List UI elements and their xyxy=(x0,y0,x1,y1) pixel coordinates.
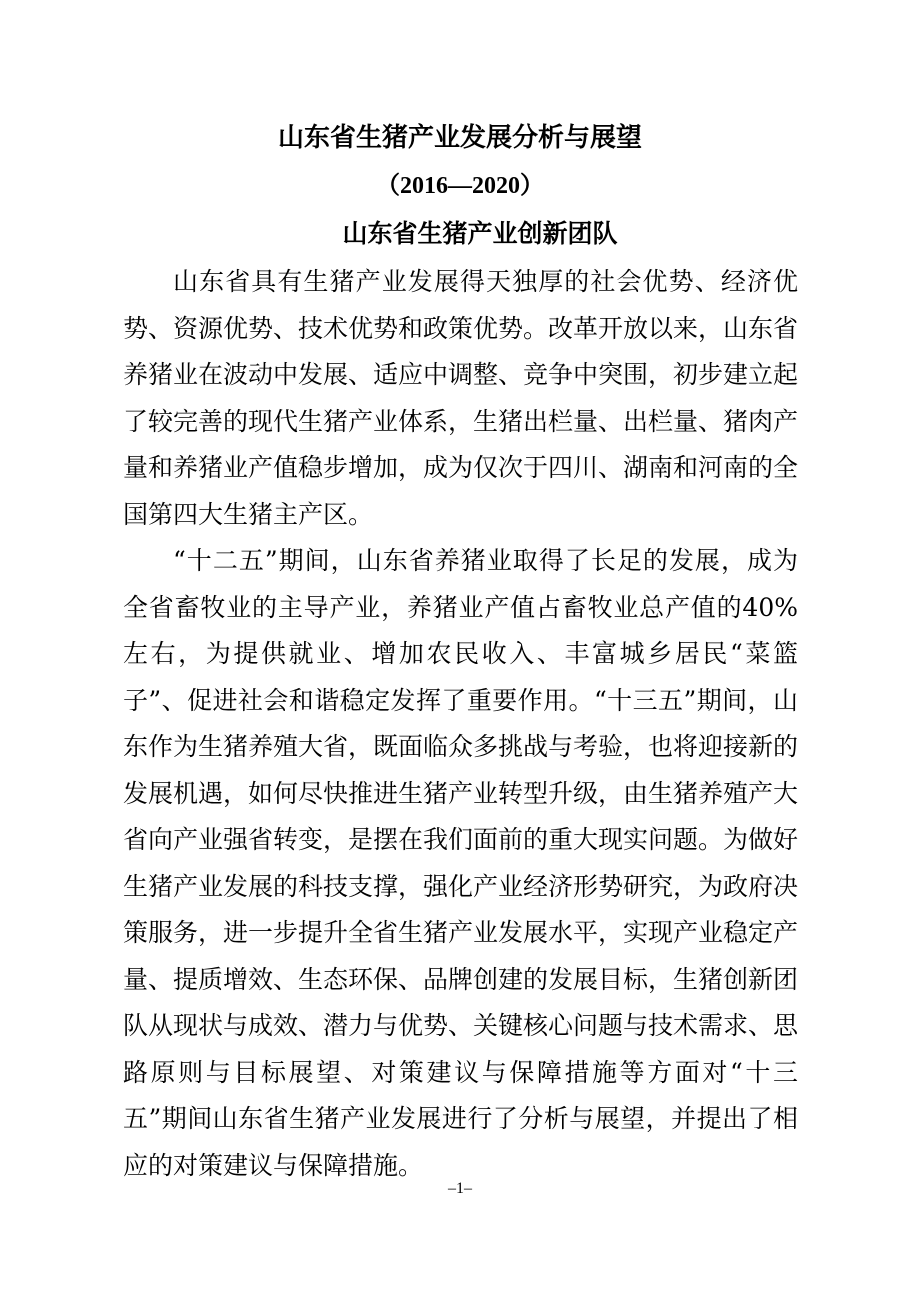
paragraph-text: “十二五”期间，山东省养猪业取得了长足的发展，成为全省畜牧业的主导产业，养猪业产值占畜牧业总产值的40%左右，为提供就业、增加农民收入、丰富城乡居民“菜篮子”、促进社会和谐稳定发挥了重要作用。“十三五”期间，山东作为生猪养殖大省，既面临众多挑战与考验，也将迎接新的发展机遇，如何尽快推进生猪产业转型升级，由生猪养殖产大省向产业强省转变，是摆在我们面前的重大现实问题。为做好生猪产业发展的科技支撑，强化产业经济形势研究，为政府决策服务，进一步提升全省生猪产业发展水平，实现产业稳定产量、提质增效、生态环保、品牌创建的发展目标，生猪创新团队从现状与成效、潜力与优势、关键核心问题与技术需求、思路原则与目标展望、对策建议与保障措施等方面对“十三五”期间山东省生猪产业发展进行了分析与展望，并提出了相应的对策建议与保障措施。 xyxy=(123,546,799,1180)
document-period: （2016—2020） xyxy=(376,173,544,199)
document-title: 山东省生猪产业发展分析与展望 xyxy=(277,123,642,153)
page-number: –1– xyxy=(448,1180,472,1197)
document-author: 山东省生猪产业创新团队 xyxy=(342,219,618,248)
body-paragraph-1 xyxy=(123,259,798,538)
paragraph-text: 山东省具有生猪产业发展得天独厚的社会优势、经济优势、资源优势、技术优势和政策优势。改革开放以来，山东省养猪业在波动中发展、适应中调整、竞争中突围，初步建立起了较完善的现代生猪产业体系，生猪出栏量、出栏量、猪肉产量和养猪业产值稳步增加，成为仅次于四川、湖南和河南的全国第四大生猪主产区。 xyxy=(123,267,799,529)
body-paragraph-2 xyxy=(123,538,798,1189)
